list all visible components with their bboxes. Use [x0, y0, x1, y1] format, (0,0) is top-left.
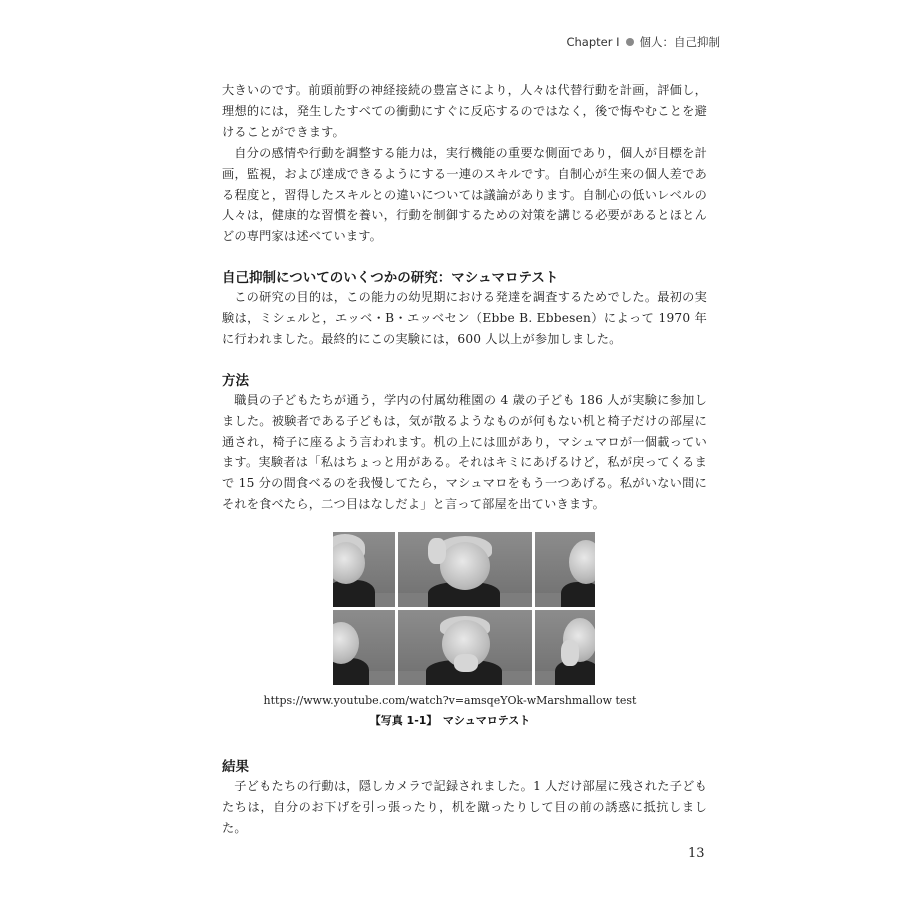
marshmallow-photo-grid	[333, 532, 593, 686]
study-heading: 自己抑制についてのいくつかの研究：マシュマロテスト	[222, 270, 559, 286]
section-label: 個人：自己抑制	[639, 35, 720, 49]
photo-frame-3	[535, 532, 595, 607]
results-paragraph: 子どもたちの行動は，隠しカメラで記録されました。1 人だけ部屋に残された子どもたちは，自分のお下げを引っ張ったり，机を蹴ったりして目の前の誘惑に抵抗しました。	[222, 779, 707, 835]
intro-paragraph-1: 大きいのです。前頭前野の神経接続の豊富さにより，人々は代替行動を計画，評価し，理想的には，発生したすべての衝動にすぐに反応するのではなく，後で悔やむことを避けることができます。	[222, 83, 707, 139]
bullet-dot-icon	[626, 38, 634, 46]
photo-frame-4	[333, 610, 395, 685]
photo-frame-1	[333, 532, 395, 607]
figure-source-url: https://www.youtube.com/watch?v=amsqeYOk-wMarshmallow test	[263, 694, 637, 707]
figure-caption: 【写真 1-1】 マシュマロテスト	[369, 714, 531, 727]
photo-frame-2	[398, 532, 532, 607]
running-header	[566, 34, 720, 50]
results-heading: 結果	[222, 759, 249, 775]
photo-frame-6	[535, 610, 595, 685]
page-number: 13	[688, 846, 705, 861]
chapter-label: Chapter I	[566, 35, 620, 49]
study-paragraph: この研究の目的は，この能力の幼児期における発達を調査するためでした。最初の実験は，ミシェルと，エッベ・B・エッベセン（Ebbe B. Ebbesen）によって 1970 年に行われました。最終的にこの実験には，600 人以上が参加しました。	[222, 290, 707, 346]
photo-frame-5	[398, 610, 532, 685]
method-heading: 方法	[222, 373, 249, 389]
intro-paragraph-2: 自分の感情や行動を調整する能力は，実行機能の重要な側面であり，個人が目標を計画，監視，および達成できるようにする一連のスキルです。自制心が生来の個人差である程度と，習得したスキルとの違いについては議論があります。自制心の低いレベルの人々は，健康的な習慣を養い，行動を制御するための対策を講じる必要があるとほとんどの専門家は述べています。	[222, 146, 707, 244]
method-paragraph: 職員の子どもたちが通う，学内の付属幼稚園の 4 歳の子ども 186 人が実験に参加しました。被験者である子どもは，気が散るようなものが何もない机と椅子だけの部屋に通され，椅子に座るよう言われます。机の上には皿があり，マシュマロが一個載っています。実験者は「私はちょっと用がある。それはキミにあげるけど，私が戻ってくるまで 15 分の間食べるのを我慢してたら，マシュマロをもう一つあげる。私がいない間にそれを食べたら，二つ目はなしだよ」と言って部屋を出ていきます。	[222, 393, 707, 511]
